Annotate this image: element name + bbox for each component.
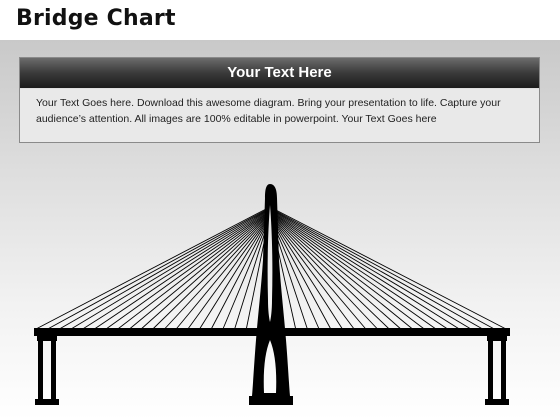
stay-cable-left [48, 209, 268, 329]
stay-cable-left [106, 213, 268, 329]
stay-cable-right [272, 213, 436, 329]
right-pier [485, 336, 509, 405]
bridge-cables [36, 208, 506, 329]
stay-cable-right [272, 212, 448, 329]
text-panel-heading: Your Text Here [20, 58, 539, 89]
stay-cable-right [272, 215, 413, 329]
stay-cable-right [272, 216, 401, 329]
stay-cable-right [272, 216, 389, 329]
stay-cable-left [141, 216, 268, 329]
stay-cable-right [272, 217, 377, 329]
stay-cable-right [272, 208, 506, 329]
stay-cable-right [272, 214, 424, 329]
stay-cable-left [188, 219, 268, 329]
stay-cable-right [272, 211, 459, 329]
stay-cable-right [272, 218, 366, 329]
stay-cable-right [272, 209, 494, 329]
left-pier [35, 336, 59, 405]
stay-cable-left [118, 214, 268, 329]
text-panel-body: Your Text Goes here. Download this awesome diagram. Bring your presentation to life. Capture your audience’s attention. All images are 100% editable in powerpoint. Your Text Goes here [36, 97, 501, 125]
stay-cable-left [71, 211, 268, 329]
slide-title: Bridge Chart [16, 6, 176, 31]
